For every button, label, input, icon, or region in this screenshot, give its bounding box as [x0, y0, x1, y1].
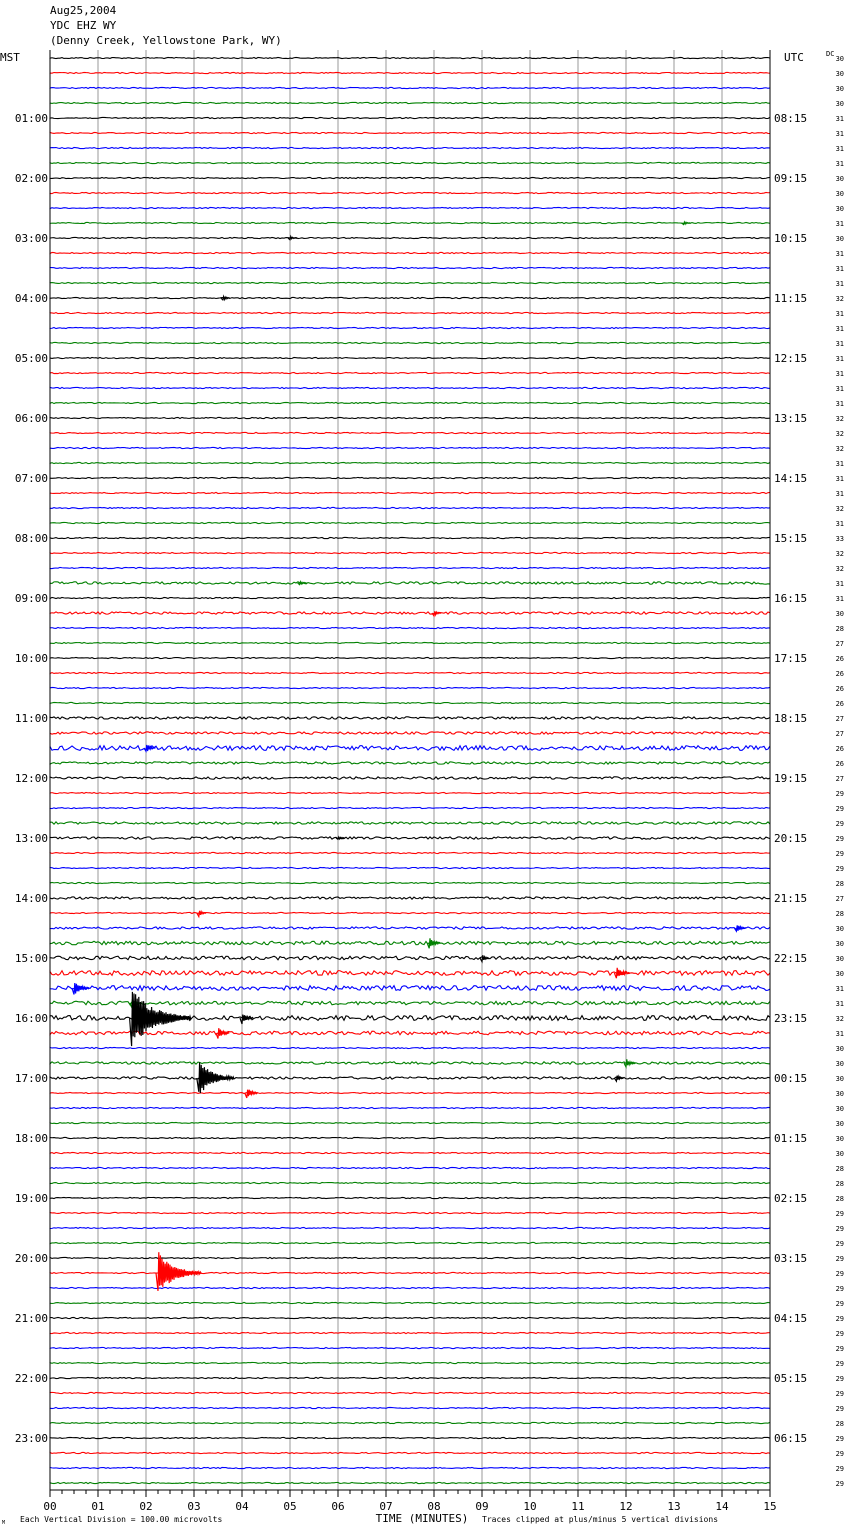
dc-offset-label: 28 [835, 1165, 844, 1173]
x-tick-label: 13 [667, 1500, 681, 1513]
trace-line [50, 1077, 770, 1079]
trace-line [50, 912, 770, 913]
trace-line [50, 971, 770, 976]
dc-offset-label: 31 [835, 325, 844, 333]
trace-line [50, 927, 770, 929]
dc-offset-label: 29 [835, 1450, 844, 1458]
dc-offset-label: 30 [835, 1090, 844, 1098]
dc-offset-label: 30 [835, 1150, 844, 1158]
dc-offset-label: 30 [835, 610, 844, 618]
dc-offset-label: 31 [835, 490, 844, 498]
dc-offset-label: 28 [835, 1420, 844, 1428]
dc-offset-label: 28 [835, 625, 844, 633]
x-tick-label: 07 [379, 1500, 393, 1513]
dc-offset-label: 32 [835, 550, 844, 558]
dc-offset-label: 29 [835, 1240, 844, 1248]
left-hour-label: 19:00 [14, 1192, 48, 1205]
left-hour-label: 21:00 [14, 1312, 48, 1325]
trace-line [50, 567, 770, 568]
trace-line [50, 1107, 770, 1108]
dc-offset-label: 29 [835, 1285, 844, 1293]
trace-line [50, 192, 770, 193]
dc-offset-label: 30 [835, 205, 844, 213]
dc-offset-label: 32 [835, 565, 844, 573]
trace-line [50, 1167, 770, 1168]
seismic-event [245, 1090, 258, 1098]
dc-offset-label: 30 [835, 1120, 844, 1128]
x-tick-label: 08 [427, 1500, 441, 1513]
right-hour-label: 20:15 [774, 832, 808, 845]
dc-offset-label: 31 [835, 280, 844, 288]
dc-offset-label: 27 [835, 775, 844, 783]
dc-offset-label: 31 [835, 385, 844, 393]
right-hour-label: 10:15 [774, 232, 808, 245]
dc-offset-label: 27 [835, 730, 844, 738]
trace-line [50, 792, 770, 793]
dc-offset-label: 29 [835, 1315, 844, 1323]
dc-offset-label: 29 [835, 865, 844, 873]
dc-offset-label: 26 [835, 655, 844, 663]
trace-line [50, 852, 770, 853]
trace-line [50, 522, 770, 523]
trace-line [50, 1122, 770, 1123]
trace-line [50, 1242, 770, 1243]
trace-line [50, 312, 770, 313]
trace-line [50, 627, 770, 628]
trace-line [50, 267, 770, 268]
dc-offset-label: 31 [835, 1030, 844, 1038]
x-tick-label: 09 [475, 1500, 489, 1513]
header-station: YDC EHZ WY [50, 19, 117, 32]
x-tick-label: 06 [331, 1500, 345, 1513]
trace-line [50, 732, 770, 734]
trace-line [50, 1031, 770, 1035]
right-hour-label: 03:15 [774, 1252, 808, 1265]
left-hour-label: 18:00 [14, 1132, 48, 1145]
dc-offset-label: 31 [835, 130, 844, 138]
right-hour-label: 13:15 [774, 412, 808, 425]
right-hour-label: 17:15 [774, 652, 808, 665]
left-hour-label: 04:00 [14, 292, 48, 305]
dc-offset-label: 26 [835, 670, 844, 678]
trace-line [50, 147, 770, 148]
trace-line [50, 986, 770, 991]
trace-line [50, 1212, 770, 1213]
trace-line [50, 657, 770, 658]
trace-line [50, 207, 770, 208]
trace-line [50, 537, 770, 538]
dc-offset-label: 32 [835, 430, 844, 438]
left-hour-label: 08:00 [14, 532, 48, 545]
trace-line [50, 1302, 770, 1303]
dc-offset-label: 31 [835, 160, 844, 168]
dc-offset-label: 30 [835, 955, 844, 963]
dc-offset-label: 28 [835, 910, 844, 918]
right-hour-label: 21:15 [774, 892, 808, 905]
label-group [0, 50, 844, 1526]
trace-line [50, 417, 770, 418]
trace-line [50, 1377, 770, 1378]
dc-offset-label: 30 [835, 190, 844, 198]
right-hour-label: 01:15 [774, 1132, 808, 1145]
right-hour-label: 08:15 [774, 112, 808, 125]
trace-line [50, 72, 770, 73]
trace-line [50, 1152, 770, 1153]
dc-offset-label: 30 [835, 1105, 844, 1113]
dc-offset-label: 31 [835, 265, 844, 273]
x-tick-label: 03 [187, 1500, 201, 1513]
x-tick-label: 05 [283, 1500, 297, 1513]
seismic-event [614, 968, 630, 978]
dc-offset-label: 30 [835, 1060, 844, 1068]
dc-offset-label: 29 [835, 1300, 844, 1308]
trace-line [50, 132, 770, 133]
right-hour-label: 00:15 [774, 1072, 808, 1085]
dc-offset-label: 30 [835, 1075, 844, 1083]
dc-offset-label: 31 [835, 115, 844, 123]
dc-offset-label: 29 [835, 1375, 844, 1383]
trace-line [50, 897, 770, 899]
trace-line [50, 87, 770, 88]
left-hour-label: 22:00 [14, 1372, 48, 1385]
trace-line [50, 357, 770, 358]
seismic-event [72, 983, 89, 994]
dc-offset-label: 29 [835, 1225, 844, 1233]
dc-offset-label: 29 [835, 1390, 844, 1398]
x-tick-label: 02 [139, 1500, 153, 1513]
dc-offset-label: 31 [835, 250, 844, 258]
left-hour-label: 07:00 [14, 472, 48, 485]
corner-mark: M [2, 1520, 6, 1526]
dc-offset-label: 31 [835, 595, 844, 603]
right-hour-label: 22:15 [774, 952, 808, 965]
left-hour-label: 02:00 [14, 172, 48, 185]
dc-offset-label: 26 [835, 700, 844, 708]
seismic-event [197, 1063, 234, 1094]
trace-line [50, 837, 770, 839]
dc-offset-label: 31 [835, 355, 844, 363]
trace-line [50, 702, 770, 703]
dc-offset-label: 30 [835, 970, 844, 978]
trace-line [50, 1482, 770, 1483]
trace-line [50, 956, 770, 960]
left-hour-label: 13:00 [14, 832, 48, 845]
trace-line [50, 941, 770, 945]
dc-offset-label: 27 [835, 895, 844, 903]
dc-offset-label: 29 [835, 1360, 844, 1368]
dc-offset-label: 29 [835, 1255, 844, 1263]
dc-offset-label: 31 [835, 1000, 844, 1008]
dc-offset-label: 31 [835, 220, 844, 228]
right-hour-label: 11:15 [774, 292, 808, 305]
left-hour-label: 17:00 [14, 1072, 48, 1085]
dc-offset-label: 26 [835, 760, 844, 768]
trace-line [50, 582, 770, 584]
left-hour-label: 15:00 [14, 952, 48, 965]
dc-offset-label: 31 [835, 475, 844, 483]
trace-line [50, 462, 770, 463]
trace-line [50, 222, 770, 223]
trace-line [50, 1257, 770, 1258]
right-hour-label: 14:15 [774, 472, 808, 485]
left-hour-label: 16:00 [14, 1012, 48, 1025]
seismic-event [614, 1076, 623, 1082]
dc-offset-label: 29 [835, 850, 844, 858]
right-hour-label: 04:15 [774, 1312, 808, 1325]
trace-line [50, 1047, 770, 1048]
dc-offset-label: 28 [835, 880, 844, 888]
dc-offset-label: 27 [835, 715, 844, 723]
trace-line [50, 762, 770, 764]
dc-offset-label: 31 [835, 985, 844, 993]
trace-line [50, 1347, 770, 1348]
dc-offset-label: 30 [835, 70, 844, 78]
trace-line [50, 1332, 770, 1333]
dc-offset-label: 31 [835, 370, 844, 378]
right-axis-title: UTC [784, 51, 804, 64]
dc-offset-label: 28 [835, 1195, 844, 1203]
dc-offset-label: 29 [835, 790, 844, 798]
trace-line [50, 807, 770, 808]
trace-line [50, 1422, 770, 1423]
dc-offset-label: 31 [835, 580, 844, 588]
left-hour-label: 23:00 [14, 1432, 48, 1445]
trace-line [50, 1467, 770, 1468]
left-hour-label: 09:00 [14, 592, 48, 605]
dc-offset-label: 26 [835, 685, 844, 693]
trace-line [50, 597, 770, 598]
dc-offset-label: 30 [835, 100, 844, 108]
clip-note: Traces clipped at plus/minus 5 vertical divisions [482, 1515, 719, 1524]
dc-offset-label: 30 [835, 85, 844, 93]
dc-offset-label: 29 [835, 1405, 844, 1413]
dc-offset-label: 32 [835, 1015, 844, 1023]
trace-line [50, 237, 770, 238]
seismic-event [480, 955, 489, 962]
x-tick-label: 11 [571, 1500, 585, 1513]
dc-offset-label: 31 [835, 460, 844, 468]
dc-offset-label: 30 [835, 1045, 844, 1053]
dc-offset-label: 29 [835, 820, 844, 828]
trace-line [50, 746, 770, 751]
trace-line [50, 117, 770, 118]
trace-line [50, 1092, 770, 1093]
left-hour-label: 10:00 [14, 652, 48, 665]
trace-line [50, 432, 770, 433]
left-hour-label: 14:00 [14, 892, 48, 905]
scale-note: Each Vertical Division = 100.00 microvolts [20, 1515, 223, 1524]
right-hour-label: 23:15 [774, 1012, 808, 1025]
seismic-event [216, 1028, 229, 1038]
dc-offset-label: 30 [835, 235, 844, 243]
dc-offset-label: 31 [835, 145, 844, 153]
dc-offset-label: 29 [835, 835, 844, 843]
dc-offset-label: 29 [835, 1210, 844, 1218]
dc-offset-label: 27 [835, 640, 844, 648]
trace-line [50, 822, 770, 824]
header-location: (Denny Creek, Yellowstone Park, WY) [50, 34, 282, 47]
dc-offset-label: 30 [835, 925, 844, 933]
x-tick-label: 12 [619, 1500, 633, 1513]
trace-line [50, 177, 770, 178]
x-tick-label: 04 [235, 1500, 249, 1513]
left-hour-label: 12:00 [14, 772, 48, 785]
dc-offset-label: 30 [835, 55, 844, 63]
dc-offset-label: 30 [835, 1135, 844, 1143]
left-hour-label: 06:00 [14, 412, 48, 425]
dc-offset-label: 29 [835, 1480, 844, 1488]
trace-line [50, 477, 770, 478]
right-hour-label: 16:15 [774, 592, 808, 605]
trace-line [50, 1062, 770, 1064]
trace-line [50, 507, 770, 508]
trace-line [50, 642, 770, 643]
x-tick-label: 14 [715, 1500, 729, 1513]
dc-offset-label: 32 [835, 505, 844, 513]
trace-line [50, 882, 770, 883]
trace-line [50, 1437, 770, 1438]
dc-offset-label: 30 [835, 175, 844, 183]
x-axis-title: TIME (MINUTES) [375, 1512, 469, 1525]
left-axis-title: MST [0, 51, 20, 64]
dc-offset-label: 31 [835, 340, 844, 348]
dc-offset-label: 32 [835, 415, 844, 423]
trace-line [50, 102, 770, 103]
right-hour-label: 06:15 [774, 1432, 808, 1445]
trace-line [50, 1317, 770, 1318]
dc-offset-label: 29 [835, 1435, 844, 1443]
trace-line [50, 1137, 770, 1138]
dc-offset-label: 30 [835, 940, 844, 948]
trace-line [50, 252, 770, 253]
trace-line [50, 342, 770, 343]
dc-offset-label: 29 [835, 805, 844, 813]
right-hour-label: 09:15 [774, 172, 808, 185]
trace-line [50, 1452, 770, 1453]
dc-offset-label: 32 [835, 295, 844, 303]
trace-line [50, 447, 770, 448]
dc-offset-label: 26 [835, 745, 844, 753]
trace-line [50, 1197, 770, 1198]
trace-line [50, 57, 770, 58]
trace-line [50, 1227, 770, 1228]
dc-offset-label: 29 [835, 1270, 844, 1278]
trace-line [50, 1001, 770, 1005]
right-hour-label: 05:15 [774, 1372, 808, 1385]
trace-line [50, 1362, 770, 1363]
dc-offset-label: 29 [835, 1345, 844, 1353]
event-group [72, 222, 746, 1291]
dc-offset-label: 29 [835, 1330, 844, 1338]
right-hour-label: 19:15 [774, 772, 808, 785]
x-tick-label: 01 [91, 1500, 105, 1513]
dc-offset-label: 32 [835, 445, 844, 453]
trace-line [50, 1407, 770, 1408]
seismic-event [682, 222, 691, 224]
right-hour-label: 18:15 [774, 712, 808, 725]
trace-line [50, 297, 770, 298]
right-hour-label: 15:15 [774, 532, 808, 545]
left-hour-label: 20:00 [14, 1252, 48, 1265]
trace-line [50, 1392, 770, 1393]
trace-line [50, 402, 770, 403]
x-tick-label: 15 [763, 1500, 777, 1513]
trace-line [50, 687, 770, 688]
x-tick-label: 00 [43, 1500, 57, 1513]
seismic-event [130, 992, 191, 1046]
trace-line [50, 387, 770, 388]
right-hour-label: 12:15 [774, 352, 808, 365]
dc-offset-label: 28 [835, 1180, 844, 1188]
trace-line [50, 612, 770, 614]
dc-label: DC [826, 50, 835, 58]
dc-offset-label: 29 [835, 1465, 844, 1473]
left-hour-label: 05:00 [14, 352, 48, 365]
trace-line [50, 717, 770, 719]
trace-line [50, 672, 770, 673]
trace-line [50, 777, 770, 779]
right-hour-label: 02:15 [774, 1192, 808, 1205]
left-hour-label: 11:00 [14, 712, 48, 725]
trace-line [50, 552, 770, 553]
left-hour-label: 01:00 [14, 112, 48, 125]
dc-offset-label: 33 [835, 535, 844, 543]
dc-offset-label: 31 [835, 520, 844, 528]
trace-line [50, 327, 770, 328]
x-tick-label: 10 [523, 1500, 537, 1513]
trace-line [50, 282, 770, 283]
trace-line [50, 1182, 770, 1183]
trace-line [50, 492, 770, 493]
dc-offset-label: 31 [835, 310, 844, 318]
trace-line [50, 867, 770, 868]
dc-offset-label: 31 [835, 400, 844, 408]
header-date: Aug25,2004 [50, 4, 117, 17]
trace-line [50, 162, 770, 163]
left-hour-label: 03:00 [14, 232, 48, 245]
trace-line [50, 372, 770, 373]
